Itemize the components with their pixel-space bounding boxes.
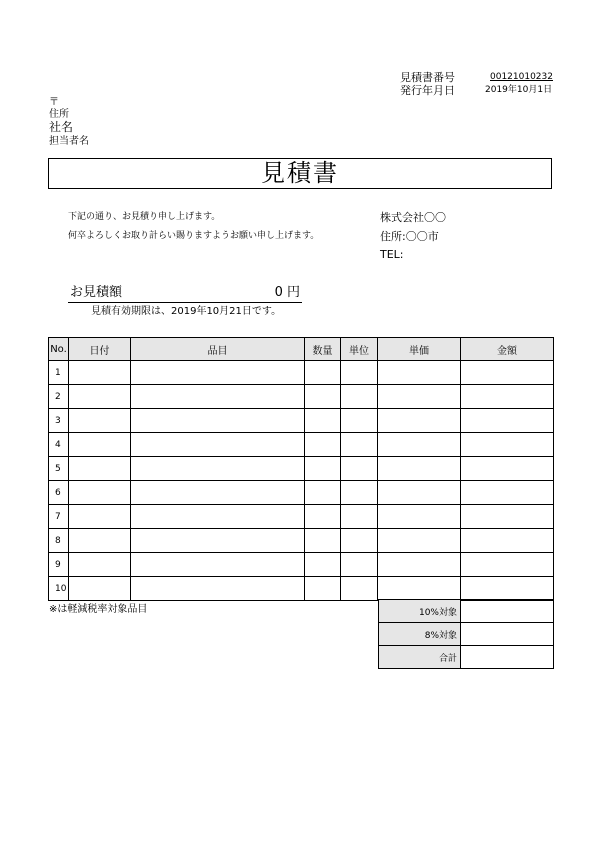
quantity-cell[interactable] [305, 433, 341, 457]
amount-cell[interactable] [461, 385, 554, 409]
item-cell[interactable] [131, 577, 305, 601]
issuer-company: 株式会社〇〇 [380, 211, 446, 224]
summary-label-total: 合計 [379, 646, 461, 669]
estimate-amount-row [68, 284, 302, 303]
amount-cell[interactable] [461, 553, 554, 577]
unit-cell[interactable] [341, 505, 378, 529]
row-number: 3 [49, 409, 69, 433]
unit-cell[interactable] [341, 553, 378, 577]
summary-row-10-percent [379, 600, 554, 623]
unit-cell[interactable] [341, 457, 378, 481]
unit-price-cell[interactable] [378, 553, 461, 577]
date-cell[interactable] [69, 361, 131, 385]
recipient-company: 社名 [49, 120, 74, 134]
date-cell[interactable] [69, 385, 131, 409]
item-cell[interactable] [131, 409, 305, 433]
date-cell[interactable] [69, 577, 131, 601]
row-number: 7 [49, 505, 69, 529]
unit-price-cell[interactable] [378, 505, 461, 529]
header-date: 日付 [69, 338, 131, 361]
quantity-cell[interactable] [305, 385, 341, 409]
unit-cell[interactable] [341, 481, 378, 505]
table-row [49, 361, 554, 385]
header-no: No. [49, 338, 69, 361]
row-number: 10 [49, 577, 69, 601]
row-number: 2 [49, 385, 69, 409]
table-row [49, 481, 554, 505]
table-row [49, 505, 554, 529]
row-number: 4 [49, 433, 69, 457]
recipient-address: 住所 [49, 109, 69, 120]
quantity-cell[interactable] [305, 577, 341, 601]
row-number: 5 [49, 457, 69, 481]
estimate-amount-label: お見積額 [70, 285, 123, 300]
header-amount: 金額 [461, 338, 554, 361]
item-cell[interactable] [131, 433, 305, 457]
item-cell[interactable] [131, 529, 305, 553]
summary-row-total [379, 646, 554, 669]
unit-price-cell[interactable] [378, 361, 461, 385]
greeting-line-1: 下記の通り、お見積り申し上げます。 [68, 212, 221, 222]
table-row [49, 577, 554, 601]
table-row [49, 385, 554, 409]
issue-date-value: 2019年10月1日 [485, 85, 553, 95]
estimate-number-label: 見積書番号 [400, 71, 455, 84]
unit-price-cell[interactable] [378, 433, 461, 457]
table-row [49, 457, 554, 481]
issuer-address: 住所:〇〇市 [380, 230, 439, 243]
unit-price-cell[interactable] [378, 577, 461, 601]
document-title: 見積書 [261, 159, 339, 187]
amount-cell[interactable] [461, 577, 554, 601]
estimate-amount-value: 0 円 [274, 285, 300, 300]
item-cell[interactable] [131, 505, 305, 529]
recipient-contact: 担当者名 [49, 136, 89, 147]
table-row [49, 553, 554, 577]
summary-table [378, 599, 554, 669]
item-cell[interactable] [131, 361, 305, 385]
unit-cell[interactable] [341, 385, 378, 409]
unit-cell[interactable] [341, 433, 378, 457]
issue-date-label: 発行年月日 [400, 84, 455, 97]
summary-label-8-percent: 8%対象 [379, 623, 461, 646]
table-row [49, 529, 554, 553]
amount-cell[interactable] [461, 529, 554, 553]
table-row [49, 409, 554, 433]
date-cell[interactable] [69, 529, 131, 553]
row-number: 1 [49, 361, 69, 385]
item-cell[interactable] [131, 481, 305, 505]
header-unit: 単位 [341, 338, 378, 361]
unit-price-cell[interactable] [378, 529, 461, 553]
date-cell[interactable] [69, 409, 131, 433]
items-table [48, 337, 554, 601]
date-cell[interactable] [69, 433, 131, 457]
unit-price-cell[interactable] [378, 385, 461, 409]
amount-cell[interactable] [461, 481, 554, 505]
row-number: 9 [49, 553, 69, 577]
item-cell[interactable] [131, 553, 305, 577]
item-cell[interactable] [131, 457, 305, 481]
date-cell[interactable] [69, 457, 131, 481]
reduced-tax-note: ※は軽減税率対象品目 [49, 604, 148, 615]
unit-cell[interactable] [341, 409, 378, 433]
unit-cell[interactable] [341, 577, 378, 601]
unit-price-cell[interactable] [378, 457, 461, 481]
item-cell[interactable] [131, 385, 305, 409]
header-unit-price: 単価 [378, 338, 461, 361]
amount-cell[interactable] [461, 361, 554, 385]
unit-cell[interactable] [341, 361, 378, 385]
unit-cell[interactable] [341, 529, 378, 553]
quantity-cell[interactable] [305, 481, 341, 505]
date-cell[interactable] [69, 481, 131, 505]
quantity-cell[interactable] [305, 457, 341, 481]
quantity-cell[interactable] [305, 553, 341, 577]
issuer-tel: TEL: [380, 248, 404, 261]
recipient-postal: 〒 [49, 97, 59, 108]
row-number: 8 [49, 529, 69, 553]
unit-price-cell[interactable] [378, 409, 461, 433]
summary-value-8-percent[interactable] [461, 623, 554, 646]
amount-cell[interactable] [461, 409, 554, 433]
quantity-cell[interactable] [305, 505, 341, 529]
summary-label-10-percent: 10%対象 [379, 600, 461, 623]
table-row [49, 433, 554, 457]
quantity-cell[interactable] [305, 529, 341, 553]
date-cell[interactable] [69, 553, 131, 577]
quantity-cell[interactable] [305, 361, 341, 385]
validity-note: 見積有効期限は、2019年10月21日です。 [91, 306, 282, 317]
summary-value-10-percent[interactable] [461, 600, 554, 623]
date-cell[interactable] [69, 505, 131, 529]
greeting-line-2: 何卒よろしくお取り計らい賜りますようお願い申し上げます。 [68, 231, 320, 241]
amount-cell[interactable] [461, 457, 554, 481]
header-quantity: 数量 [305, 338, 341, 361]
summary-row-8-percent [379, 623, 554, 646]
amount-cell[interactable] [461, 433, 554, 457]
header-item: 品目 [131, 338, 305, 361]
quantity-cell[interactable] [305, 409, 341, 433]
estimate-number-value: 00121010232 [490, 72, 553, 82]
summary-value-total[interactable] [461, 646, 554, 669]
title-box [48, 158, 552, 189]
unit-price-cell[interactable] [378, 481, 461, 505]
table-header-row [49, 338, 554, 361]
row-number: 6 [49, 481, 69, 505]
amount-cell[interactable] [461, 505, 554, 529]
